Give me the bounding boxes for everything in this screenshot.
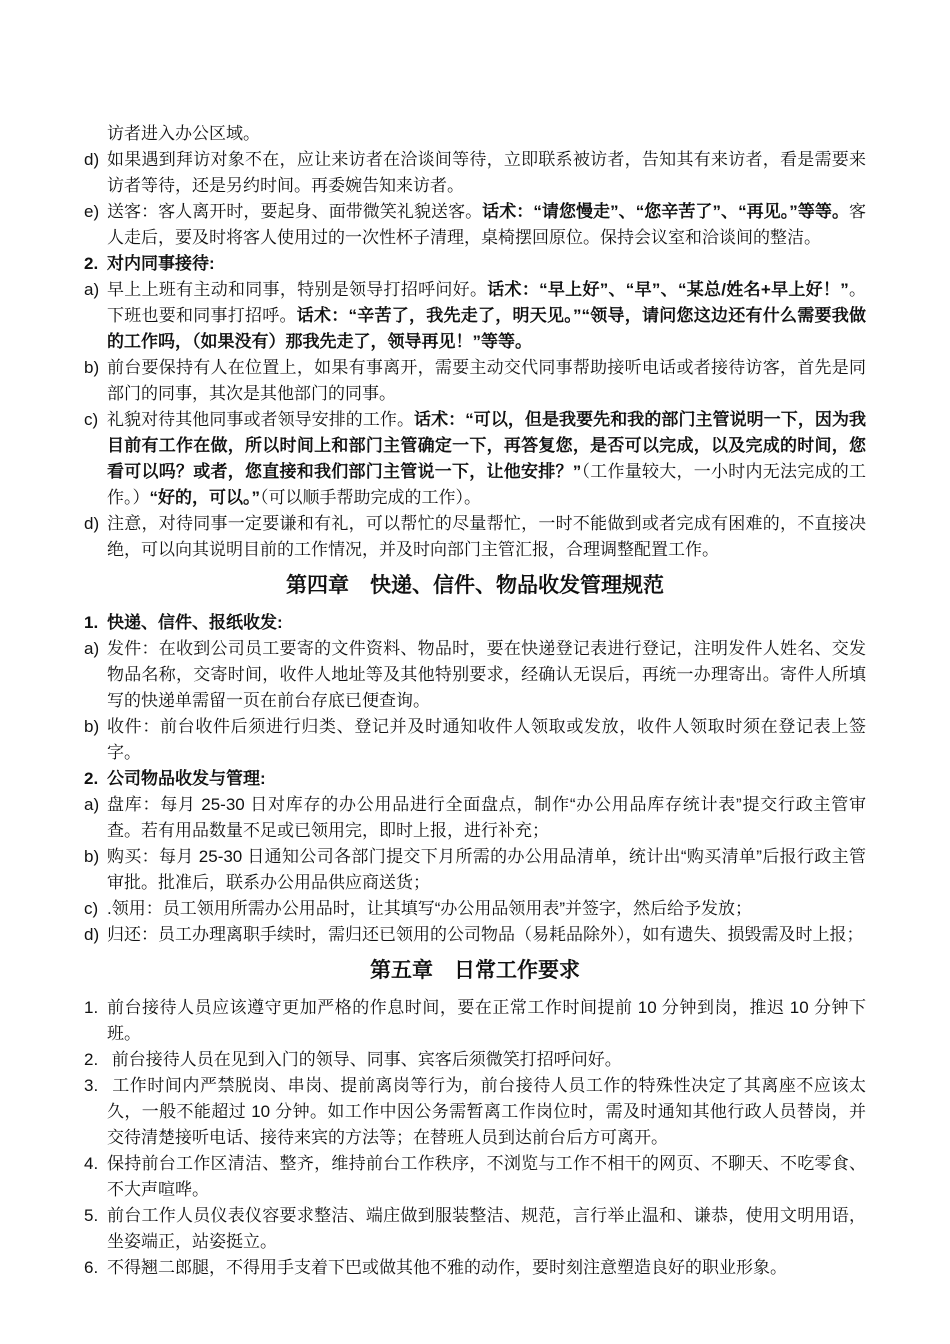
- list-item: [84, 636, 866, 714]
- list-item: [84, 844, 866, 896]
- text-run: 不得翘二郎腿，不得用手支着下巴或做其他不雅的动作，要时刻注意塑造良好的职业形象。: [107, 1258, 787, 1277]
- list-item: [84, 147, 866, 199]
- text-run: 归还：员工办理离职手续时，需归还已领用的公司物品（易耗品除外），如有遗失、损毁需及时上报；: [107, 925, 864, 944]
- text-run: 工作时间内严禁脱岗、串岗、提前离岗等行为，前台接待人员工作的特殊性决定了其离座不应该太久，一般不能超过 10 分钟。如工作中因公务需暂离工作岗位时，需及时通知其他行政人员替岗，并交待清楚接听电话、接待来宾的方法等；在替班人员到达前台后方可离开。: [107, 1076, 866, 1147]
- list-item: [84, 511, 866, 563]
- text-run: 保持前台工作区清洁、整齐，维持前台工作秩序，不浏览与工作不相干的网页、不聊天、不吃零食、不大声喧哗。: [107, 1154, 866, 1199]
- list-item: [84, 922, 866, 948]
- list-item-text: [107, 613, 283, 632]
- list-marker: 1.: [84, 613, 99, 632]
- text-run: 礼貌对待其他同事或者领导安排的工作。: [107, 410, 415, 429]
- text-run: 前台接待人员在见到入门的领导、同事、宾客后须微笑打招呼问好。: [107, 1050, 622, 1069]
- list-item: [84, 277, 866, 355]
- list-marker: b): [84, 358, 100, 377]
- text-run: 客人走后，要及时将客人使用过的一次性杯子清理，桌椅摆回原位。保持会议室和洽谈间的整洁。: [107, 202, 867, 247]
- document-content: [84, 121, 866, 1281]
- list-item-text: [107, 358, 866, 403]
- text-run: 访者进入办公区域。: [107, 124, 260, 143]
- list-marker: c): [84, 899, 99, 918]
- list-item-text: [107, 514, 866, 559]
- list-item-text: [107, 1076, 866, 1147]
- list-item-text: [107, 254, 215, 273]
- text-run: 前台接待人员应该遵守更加严格的作息时间，要在正常工作时间提前 10 分钟到岗，推迟 10 分钟下班。: [107, 998, 866, 1043]
- list-item-text: [107, 1050, 622, 1069]
- text-run: 如果遇到拜访对象不在，应让来访者在洽谈间等待，立即联系被访者，告知其有来访者，看是需要来访者等待，还是另约时间。再委婉告知来访者。: [107, 150, 866, 195]
- text-run: （工作量较大，一小时内无法完成的工作。）: [107, 462, 866, 507]
- list-marker: 2.: [84, 254, 99, 273]
- chapter-heading: 第五章 日常工作要求: [370, 959, 580, 982]
- list-item-text: [107, 410, 866, 507]
- list-item-text: [107, 795, 866, 840]
- text-run: 前台工作人员仪表仪容要求整洁、端庄做到服装整洁、规范，言行举止温和、谦恭，使用文明用语，坐姿端正，站姿挺立。: [107, 1206, 866, 1251]
- list-marker: a): [84, 639, 100, 658]
- list-item: [84, 995, 866, 1047]
- text-run: 购买：每月 25-30 日通知公司各部门提交下月所需的办公用品清单，统计出“购买清单”后报行政主管审批。批准后，联系办公用品供应商送货；: [107, 847, 866, 892]
- paragraph-continuation: [84, 121, 866, 147]
- list-item: [84, 407, 866, 511]
- list-marker: e): [84, 202, 100, 221]
- list-item-text: [107, 150, 866, 195]
- list-item: [84, 1255, 866, 1281]
- list-item: [84, 199, 866, 251]
- list-item: [84, 792, 866, 844]
- list-marker: 2.: [84, 769, 99, 788]
- list-marker: 4.: [84, 1154, 99, 1173]
- list-marker: d): [84, 150, 100, 169]
- list-marker: d): [84, 514, 100, 533]
- list-marker: c): [84, 410, 99, 429]
- chapter-heading: 第四章 快递、信件、物品收发管理规范: [286, 574, 664, 597]
- list-item: [84, 714, 866, 766]
- list-marker: 2.: [84, 1050, 99, 1069]
- text-run: 收件：前台收件后须进行归类、登记并及时通知收件人领取或发放，收件人领取时须在登记表上签字。: [107, 717, 866, 762]
- list-marker: b): [84, 717, 100, 736]
- text-run-bold: 话术：“辛苦了，我先走了，明天见。”“领导，请问您这边还有什么需要我做的工作吗，（如果没有）那我先走了，领导再见！”等等。: [107, 306, 866, 351]
- text-run-bold: “好的，可以。”: [149, 488, 260, 507]
- text-run: .领用：员工领用所需办公用品时，让其填写“办公用品领用表”并签字，然后给予发放；: [107, 899, 753, 918]
- text-run: 前台要保持有人在位置上，如果有事离开，需要主动交代同事帮助接听电话或者接待访客，首先是同部门的同事，其次是其他部门的同事。: [107, 358, 866, 403]
- list-item-text: [107, 899, 752, 918]
- list-item-text: [107, 202, 866, 247]
- text-run-bold: 快递、信件、报纸收发:: [107, 613, 283, 632]
- list-item-text: [107, 925, 864, 944]
- text-run: 。下班也要和同事打招呼。: [107, 280, 867, 325]
- text-run: （可以顺手帮助完成的工作）。: [260, 488, 481, 507]
- list-item: [84, 1203, 866, 1255]
- list-item: [84, 251, 866, 277]
- text-run-bold: 公司物品收发与管理:: [107, 769, 266, 788]
- text-run: 盘库：每月 25-30 日对库存的办公用品进行全面盘点，制作“办公用品库存统计表”提交行政主管审查。若有用品数量不足或已领用完，即时上报，进行补充；: [107, 795, 866, 840]
- list-marker: 3.: [84, 1076, 99, 1095]
- list-item-text: [107, 1154, 866, 1199]
- list-marker: b): [84, 847, 100, 866]
- list-marker: d): [84, 925, 100, 944]
- text-run-bold: 话术：“可以，但是我要先和我的部门主管说明一下，因为我目前有工作在做，所以时间上和部门主管确定一下，再答复您，是否可以完成，以及完成的时间，您看可以吗？或者，您直接和我们部门主管说一下，让他安排？”: [107, 410, 867, 481]
- text-run-bold: 话术：“请您慢走”、“您辛苦了”、“再见。”等等。: [482, 202, 850, 221]
- list-item: [84, 1047, 866, 1073]
- list-item: [84, 766, 866, 792]
- list-item-text: [107, 280, 866, 351]
- text-run-bold: 话术：“早上好”、“早”、“某总/姓名+早上好！”: [487, 280, 849, 299]
- list-item-text: [107, 998, 866, 1043]
- text-run-bold: 对内同事接待:: [107, 254, 215, 273]
- list-item-text: [107, 1206, 866, 1251]
- list-item: [84, 355, 866, 407]
- list-item: [84, 896, 866, 922]
- list-marker: 1.: [84, 998, 99, 1017]
- list-item-text: [107, 847, 866, 892]
- list-item: [84, 610, 866, 636]
- text-run: 送客：客人离开时，要起身、面带微笑礼貌送客。: [107, 202, 483, 221]
- list-item-text: [107, 717, 866, 762]
- list-item-text: [107, 124, 260, 143]
- list-item-text: [107, 639, 866, 710]
- list-marker: 5.: [84, 1206, 99, 1225]
- list-marker: a): [84, 795, 100, 814]
- list-item-text: [107, 769, 266, 788]
- list-item-text: [107, 1258, 787, 1277]
- list-marker: 6.: [84, 1258, 99, 1277]
- text-run: 发件：在收到公司员工要寄的文件资料、物品时，要在快递登记表进行登记，注明发件人姓名、交发物品名称，交寄时间，收件人地址等及其他特别要求，经确认无误后，再统一办理寄出。寄件人所填写的快递单需留一页在前台存底已便查询。: [107, 639, 866, 710]
- text-run: 注意，对待同事一定要谦和有礼，可以帮忙的尽量帮忙，一时不能做到或者完成有困难的，不直接决绝，可以向其说明目前的工作情况，并及时向部门主管汇报，合理调整配置工作。: [107, 514, 866, 559]
- text-run: 早上上班有主动和同事，特别是领导打招呼问好。: [107, 280, 488, 299]
- list-item: [84, 1151, 866, 1203]
- list-item: [84, 1073, 866, 1151]
- list-marker: a): [84, 280, 100, 299]
